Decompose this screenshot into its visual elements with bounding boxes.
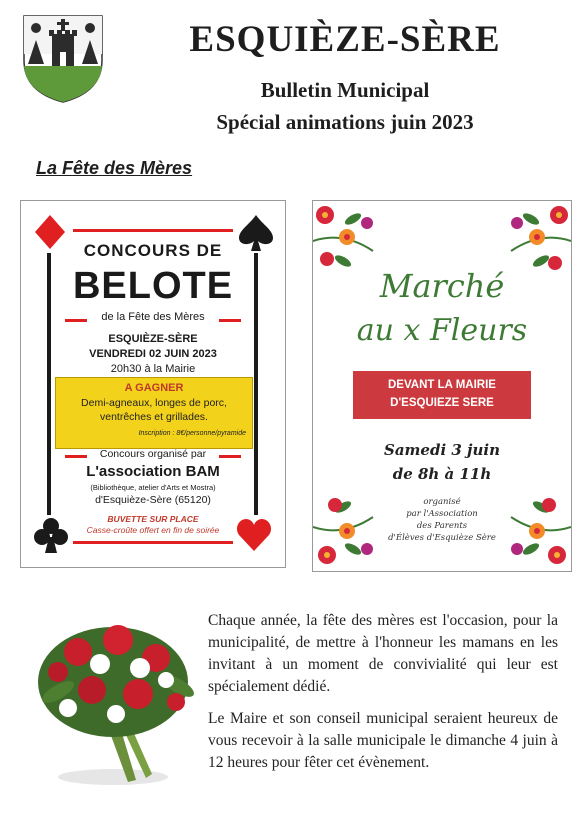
belote-date: VENDREDI 02 JUIN 2023 xyxy=(89,348,217,360)
bulletin-title: Bulletin Municipal xyxy=(260,78,430,102)
market-time: de 8h à 11h xyxy=(392,465,492,483)
association-detail: (Bibliothèque, atelier d'Arts et Mostra) xyxy=(90,483,216,492)
town-crest-icon xyxy=(22,14,104,104)
organiser-line-4: d'Élèves d'Esquièze Sère xyxy=(388,533,496,543)
bottom-red-line xyxy=(73,541,233,544)
belote-place: ESQUIÈZE-SÈRE xyxy=(108,333,198,345)
organised-by: Concours organisé par xyxy=(99,448,207,460)
banner-line-2: D'ESQUIEZE SERE xyxy=(390,397,494,409)
inscription-fee: Inscription : 8€/personne/pyramide xyxy=(138,430,246,437)
special-edition-title: Spécial animations juin 2023 xyxy=(216,110,474,134)
market-title-line-1: Marché xyxy=(379,267,505,305)
market-title-line-2: au x Fleurs xyxy=(356,313,528,348)
association-name: L'association BAM xyxy=(86,463,220,480)
town-title: ESQUIÈZE-SÈRE xyxy=(189,19,501,60)
organiser-line-2: par l'Association xyxy=(406,509,478,519)
section-title: La Fête des Mères xyxy=(36,158,193,178)
organiser-line-1: organisé xyxy=(423,497,461,507)
belote-poster xyxy=(20,200,286,568)
snack-offer: Casse-croûte offert en fin de soirée xyxy=(86,525,220,535)
association-place: d'Esquièze-Sère (65120) xyxy=(95,494,211,506)
body-paragraph-1: Chaque année, la fête des mères est l'occasion, pour la municipalité, de mettre à l'honneur les mamans en les invitant à un moment de convivialité qui leur est spécialement dédié. xyxy=(208,612,558,695)
prize-title: A GAGNER xyxy=(124,382,184,394)
banner-line-1: DEVANT LA MAIRIE xyxy=(388,379,496,391)
belote-time: 20h30 à la Mairie xyxy=(110,363,196,375)
buvette: BUVETTE SUR PLACE xyxy=(107,514,199,524)
prize-box xyxy=(55,377,253,449)
market-date: Samedi 3 juin xyxy=(384,441,500,459)
organiser-line-3: des Parents xyxy=(416,521,468,531)
belote-title: BELOTE xyxy=(72,265,234,307)
belote-line-concours: CONCOURS DE xyxy=(83,241,223,260)
belote-subtitle: de la Fête des Mères xyxy=(101,311,205,323)
body-paragraph-2: Le Maire et son conseil municipal seraient heureux de vous recevoir à la salle municipale le dimanche 4 juin à 12 heures pour fêter cet évènement. xyxy=(208,710,558,771)
prize-line-2: ventrêches et grillades. xyxy=(100,411,208,423)
location-banner xyxy=(353,371,531,419)
prize-line-1: Demi-agneaux, longes de porc, xyxy=(81,397,227,409)
bouquet-image xyxy=(28,602,198,792)
top-red-line xyxy=(73,229,233,232)
flower-market-poster xyxy=(312,200,572,572)
